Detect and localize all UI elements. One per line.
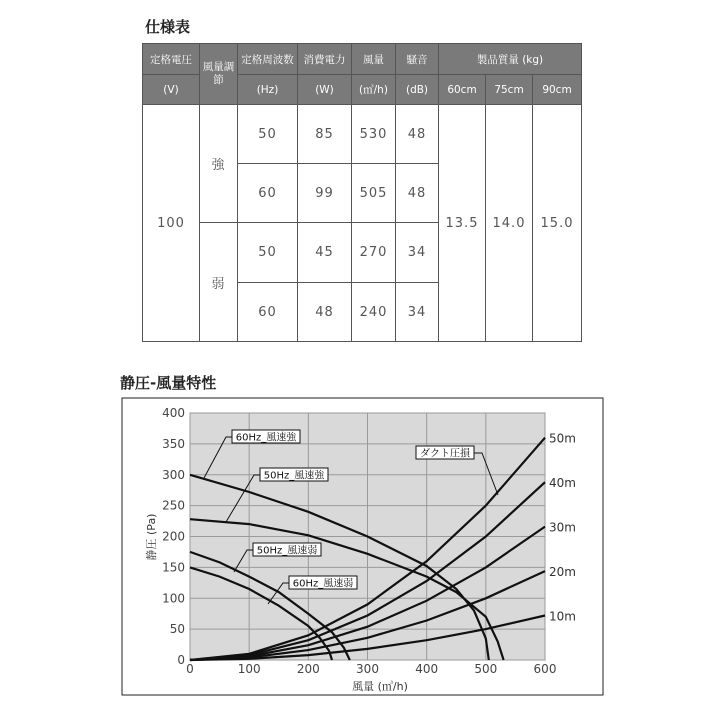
series-label: 60Hz_風速弱 — [292, 578, 354, 590]
airflow-cell: 270 — [352, 223, 396, 283]
header-mass-75cm: 75cm — [486, 75, 533, 105]
airflow-cell: 240 — [352, 283, 396, 342]
series-label: 60Hz_風速強 — [235, 432, 297, 444]
power-cell: 45 — [298, 223, 352, 283]
y-tick-label: 50 — [169, 622, 185, 637]
x-tick-label: 0 — [186, 662, 194, 676]
header-noise: 騒音 — [396, 44, 439, 75]
freq-cell: 50 — [238, 105, 298, 164]
airflow-cell: 530 — [352, 105, 396, 164]
x-tick-label: 500 — [474, 662, 498, 676]
freq-cell: 50 — [238, 223, 298, 283]
freq-cell: 60 — [238, 164, 298, 223]
header-voltage-unit: (V) — [143, 75, 200, 105]
header-airflow-unit: (㎥/h) — [352, 75, 396, 105]
y-tick-label: 100 — [162, 591, 185, 606]
header-voltage: 定格電圧 — [143, 44, 200, 75]
wind-strong: 強 — [200, 105, 238, 223]
header-power: 消費電力 — [298, 44, 352, 75]
duct-label: ダクト圧損 — [420, 448, 470, 460]
airflow-cell: 505 — [352, 164, 396, 223]
header-power-unit: (W) — [298, 75, 352, 105]
y-tick-label: 250 — [162, 498, 185, 513]
y-tick-label: 0 — [177, 653, 185, 667]
x-tick-label: 300 — [356, 662, 379, 676]
header-wind-adjust: 風量調節 — [200, 44, 238, 105]
y-tick-label: 150 — [162, 560, 185, 575]
header-mass-60cm: 60cm — [439, 75, 486, 105]
mass-90cm-value: 15.0 — [533, 105, 582, 342]
mass-75cm-value: 14.0 — [486, 105, 533, 342]
y-tick-label: 300 — [162, 467, 185, 482]
noise-cell: 48 — [396, 164, 439, 223]
y-tick-label: 350 — [162, 436, 185, 451]
chart-title: 静圧-風量特性 — [120, 374, 217, 392]
header-noise-unit: (dB) — [396, 75, 439, 105]
y-axis-label: 静圧 (Pa) — [145, 513, 158, 561]
header-frequency-unit: (Hz) — [238, 75, 298, 105]
header-airflow: 風量 — [352, 44, 396, 75]
series-label: 50Hz_風速弱 — [256, 545, 318, 557]
voltage-value: 100 — [143, 105, 200, 342]
duct-length-label: 30m — [549, 520, 576, 535]
duct-length-label: 50m — [549, 431, 576, 446]
duct-length-label: 20m — [549, 565, 576, 580]
duct-length-label: 10m — [549, 609, 576, 624]
header-mass-90cm: 90cm — [533, 75, 582, 105]
duct-length-label: 40m — [549, 476, 576, 491]
wind-weak: 弱 — [200, 223, 238, 342]
spec-table-title: 仕様表 — [145, 18, 191, 36]
header-frequency: 定格周波数 — [238, 44, 298, 75]
freq-cell: 60 — [238, 283, 298, 342]
x-axis-label: 風量 (㎥/h) — [352, 680, 408, 693]
header-mass: 製品質量 (kg) — [439, 44, 582, 75]
y-tick-label: 400 — [162, 406, 185, 420]
noise-cell: 34 — [396, 283, 439, 342]
noise-cell: 48 — [396, 105, 439, 164]
power-cell: 99 — [298, 164, 352, 223]
x-tick-label: 600 — [533, 662, 557, 676]
noise-cell: 34 — [396, 223, 439, 283]
y-tick-label: 200 — [162, 529, 185, 544]
x-tick-label: 400 — [415, 662, 439, 676]
series-label: 50Hz_風速強 — [263, 470, 325, 482]
power-cell: 85 — [298, 105, 352, 164]
x-tick-label: 100 — [237, 662, 261, 676]
x-tick-label: 200 — [296, 662, 320, 676]
mass-60cm-value: 13.5 — [439, 105, 486, 342]
power-cell: 48 — [298, 283, 352, 342]
